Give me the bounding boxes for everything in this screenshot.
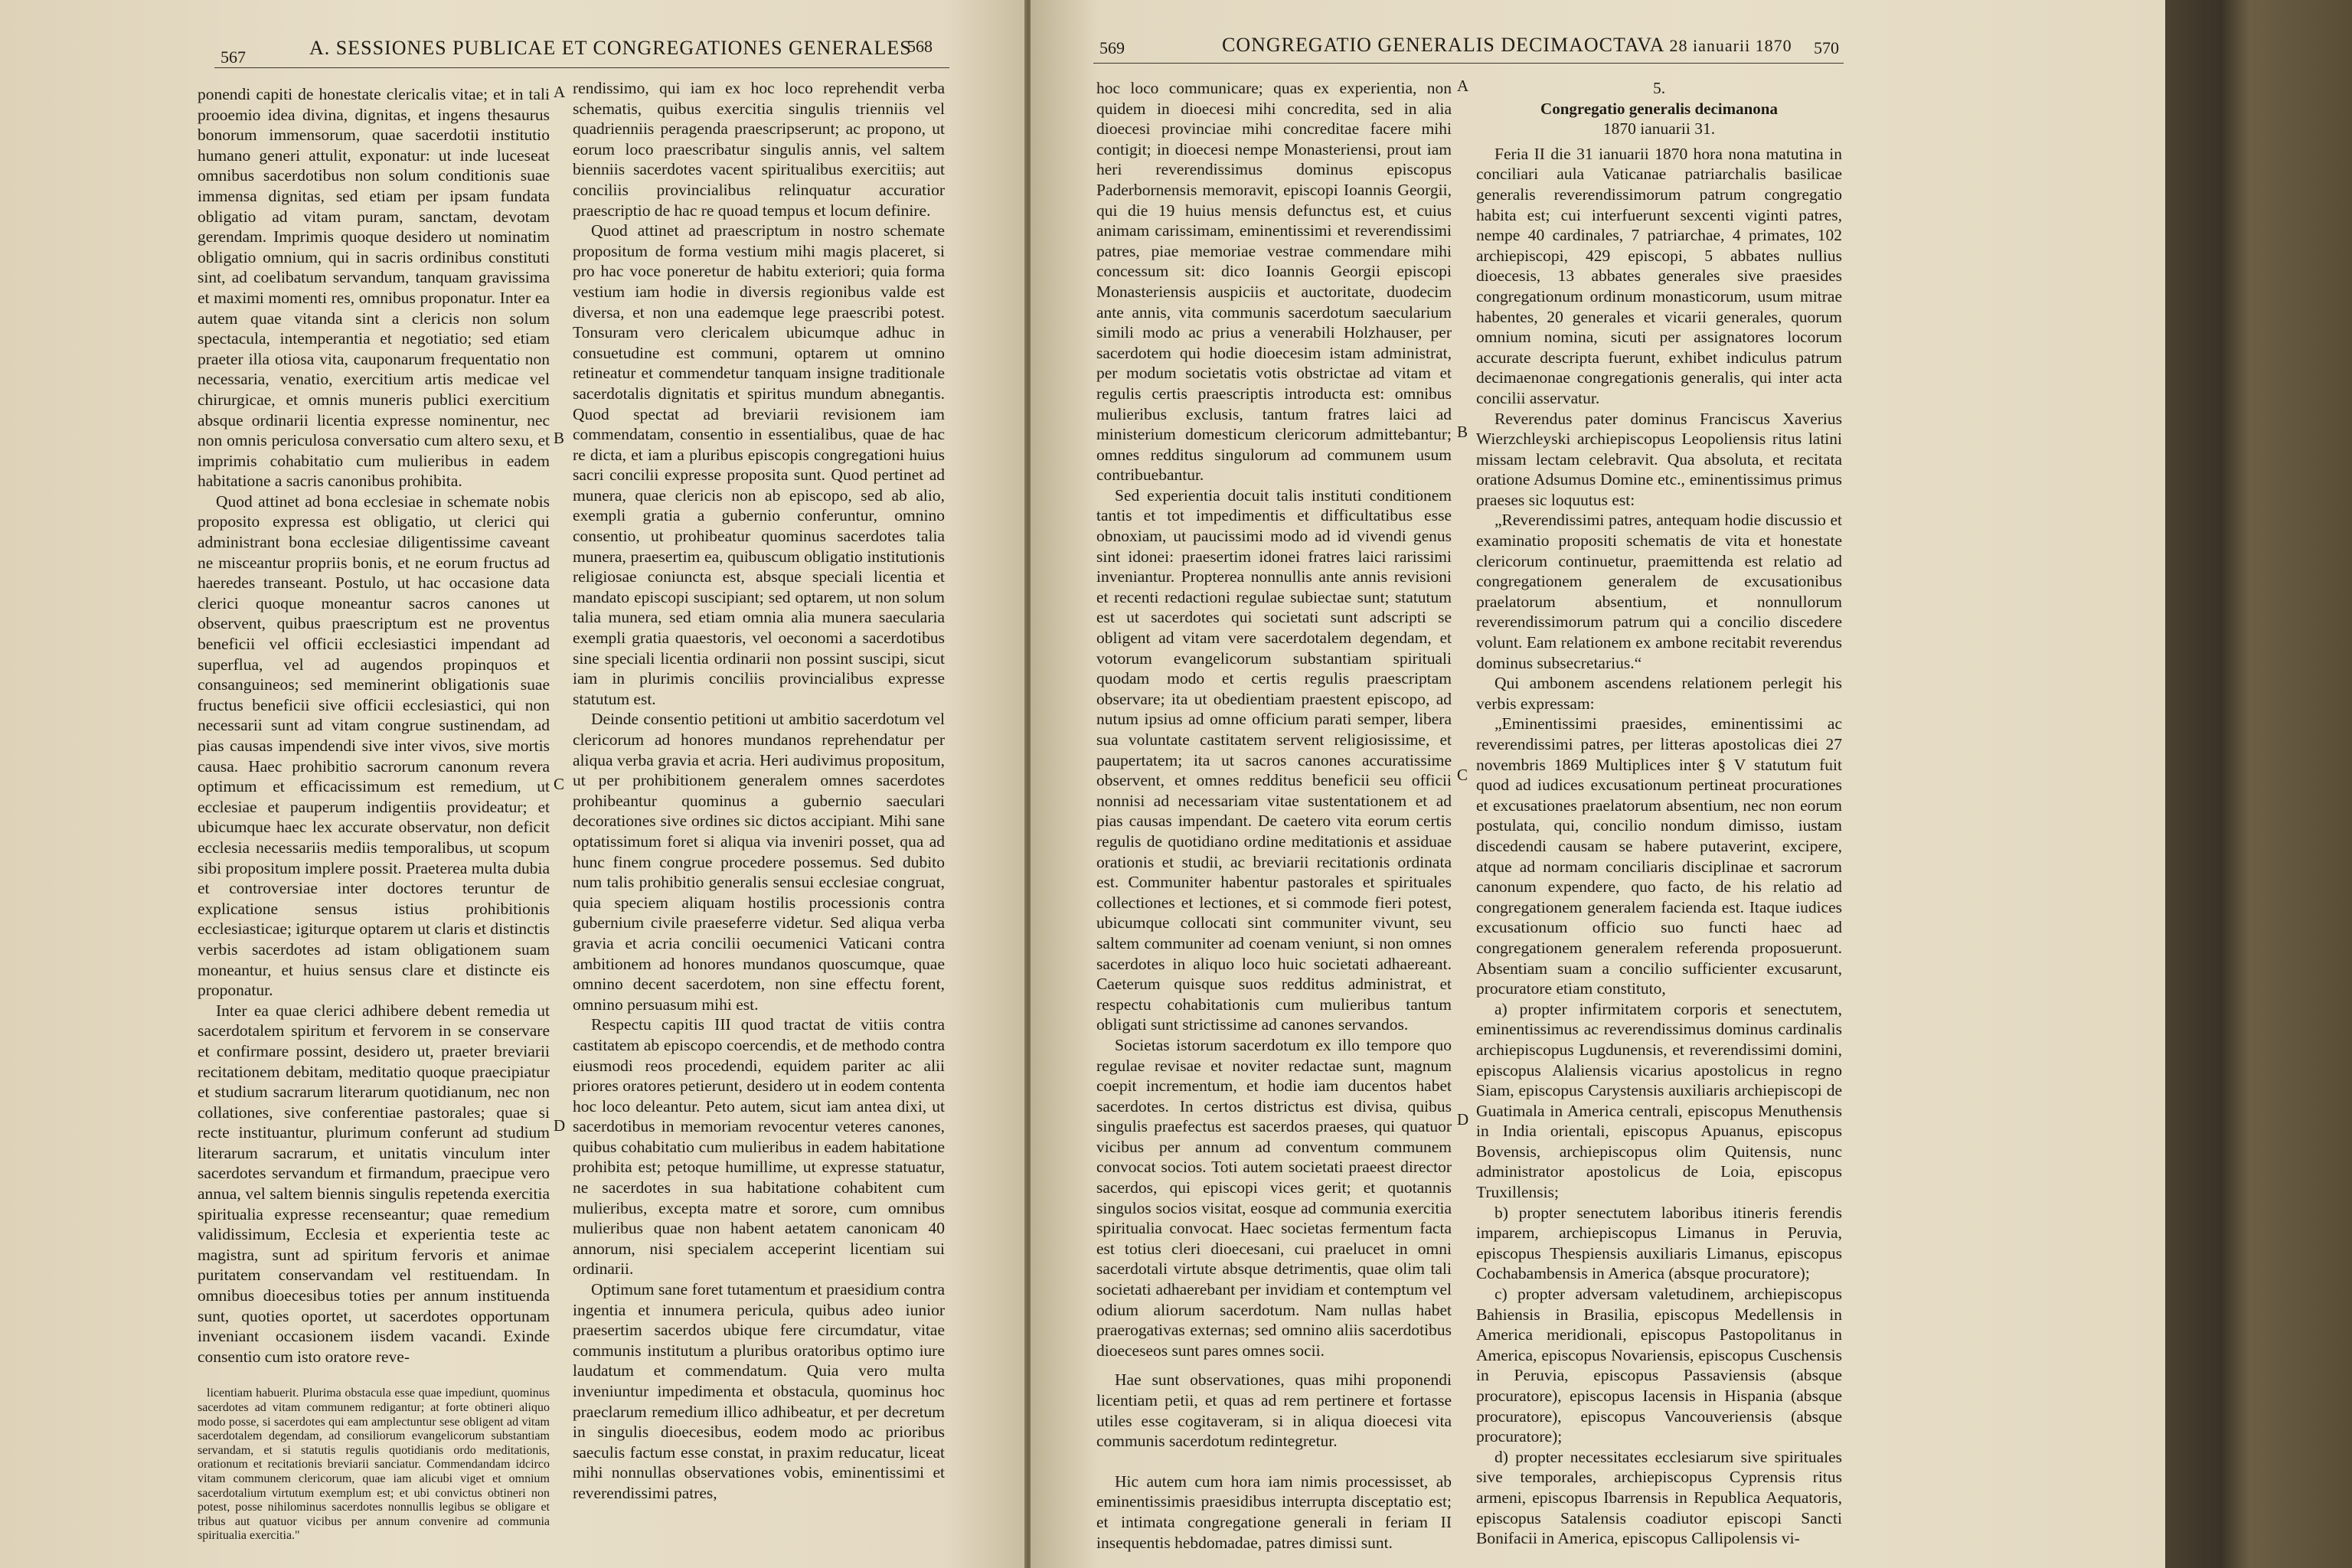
paragraph: „Reverendissimi patres, antequam hodie discussio et examinatio propositi schematis de vita et honestate clericorum continuetur, praemittenda est relatio ad congregationem generalem de excusationibus praelatorum absentium, et nonnullorum reverendissimorum patrum qui a concilio discedere volunt. Eam relationem ex ambone recitabit reverendus dominus subsecretarius.“ [1476,511,1842,672]
left-page [0,0,1024,1568]
margin-letter: A [554,83,566,101]
margin-letter: C [554,775,565,793]
paragraph: Hae sunt observationes, quas mihi proponendi licentiam petii, et quas ad rem pertinere et fortasse utiles esse cogitaveram, si in aliqua dioecesi vita communis sacerdotum redintegretur. [1096,1370,1452,1451]
paragraph: Deinde consentio petitioni ut ambitio sacerdotum vel clericorum ad honores mundanos reprehendatur per aliqua verba gravia et acria. Heri audivimus propositum, ut per prohibitionem generalem omnes sacerdotes prohibeantur quominus a gubernio saeculari decorationes sive ordines sic dictos accipiant. Mihi sane optatissimum foret si aliqua via inveniri posset, qua ad hunc finem congrue procedere possemus. Sed dubito num talis prohibitio generalis sensui ecclesiae congruat, quia speciem aliquam hostilis processionis contra gubernium civile praeseferre videtur. Sed aliqua verba gravia et acria concilii oecumenici Vaticani contra ambitionem ad honores mundanos quoscumque, quae omnino decent sacerdotem, non sine effectu forent, omnino persuasum mihi est. [573,710,945,1014]
paragraph: Feria II die 31 ianuarii 1870 hora nona matutina in conciliari aula Vaticanae patriarchalis basilicae generalis reverendissimorum patrum congregatio habita est; cui interfuerunt sexcenti viginti patres, nempe 40 cardinales, 7 patriarchae, 4 primates, 102 archiepiscopi, 429 episcopi, 5 abbates nullius dioecesis, 13 abbates generales sive praesides congregationum ordinum monasticorum, usum mitrae habentes, 20 generales et vicarii generales, quorum omnium nomina, sicuti per assignatores locorum accurate descripta fuerunt, exhibet indiculus patrum decimaenonae congregationis generalis, qui inter acta concilii asservatur. [1476,144,1842,407]
running-head [1222,34,1792,64]
paragraph: Inter ea quae clerici adhibere debent remedia ut sacerdotalem spiritum et fervorem in se conservare et confirmare possint, desidero ut, praeter breviarii recitationem debitam, meditatio quoque praecipiatur et studium sacrarum literarum quotidianum, nec non collationes, sive conferentiae pastorales; quae si recte instituantur, plurimum conferunt ad studium literarum sacrarum, et unitatis vinculum inter sacerdotes servandum et firmandum, praecipue vero annua, vel saltem biennis singulis repetenda exercitia spiritualia expresse recenseantur; quae remedium validissimum, Ecclesia et experientia teste ac magistra, sunt ad spiritum fervoris et animae puritatem conservandam vel restituendam. In omnibus dioecesibus toties per annum instituenda sunt, quoties oportet, ut sacerdotes opportunam inveniant occasionem iisdem vacandi. Exinde consentio cum isto oratore reve- [198,1001,550,1366]
paragraph: Sed experientia docuit talis instituti conditionem tantis et tot impedimentis et difficultatibus esse obnoxiam, ut paucissimi modo ad id vivendi genus sint idonei: praesertim idonei fratres laici rarissimi inveniantur. Propterea nonnullis ante annis revisioni et recenti redactioni regulae subiectae sunt; statutum est ut sacerdotes qui societati sunt adscripti se obligent ad vitam vere sacerdotalem degendam, et votorum evangelicorum substantiam spirituali quodam modo et certis regulis praescriptam observare; ita ut obedientiam praestent episcopo, ad nutum ipsius ad omne officium parati semper, libera sua voluntate castitatem servent religiosissime, et paupertatem; ita ut sacros canones accuratissime observent, et omnes redditus beneficii seu officii nonnisi ad necessariam vitae sustentationem et ad pias causas impendant. De caetero vita eorum certis regulis de quotidiano ordine meditationis et assiduae orationis et studii, ac breviarii recitationis ordinata est. Communiter habentur pastorales et spirituales collectiones et lectiones, et si commode fieri potest, ubicumque collocati sint communiter vivunt, seu saltem communiter ad coenam veniunt, si non omnes sacerdotes in aliquo loco huic societati adhaereant. Caeterum quisque suos redditus administrat, et respectu cohabitationis cum mulieribus tantum obligati sunt strictissime ad canones servandos. [1096,485,1452,1034]
list-item: c) propter adversam valetudinem, archiepiscopus Bahiensis in Brasilia, episcopus Medellensis in America meridionali, episcopus Pastopolitanus in America, episcopus Novariensis, episcopus Cuschensis in Peruvia, episcopus Passaviensis (absque procuratore), episcopus Iacensis in Hispania (absque procuratore), episcopus Vancouveriensis (absque procuratore); [1476,1285,1842,1446]
margin-letter: B [1457,423,1468,441]
margin-letter: D [1457,1110,1469,1129]
paragraph: Societas istorum sacerdotum ex illo tempore quo regulae revisae et noviter redactae sunt, magnum coepit incrementum, et hodie iam ducentos habet sacerdotes. In certos districtus est divisa, quibus singulis praefectus est sacerdos praeses, qui quatuor vicibus per annum ad conventum communem convocat socios. Toti autem societati praeest director sacerdos, qui episcopi vices gerit; et quotannis singulos socios visitat, eosque ad communia exercitia spiritualia convocat. Haec societas fermentum facta est totius cleri dioecesani, cui praelucet in omni sacerdotali virtute absque detrimentis, quae olim tali societati adhaerebant per invidiam et contemptum vel odium aliorum sacerdotum. Nam nullas habet praerogativas externas; sed omnino aliis sacerdotibus dioeceseos sunt pares omnes socii. [1096,1035,1452,1360]
paragraph: Quod attinet ad bona ecclesiae in schemate nobis proposito expressa est obligatio, ut clerici qui administrant bona ecclesiae diligentissime caveant ne misceantur propriis bonis, et ne eorum fructus ad haeredes transeant. Postulo, ut hac occasione data clerici quoque moneantur sacros canones ut observent, quibus praescriptum est ne proventus beneficii vel officii ecclesiastici impendant ad superflua, vel ad augendos propinquos et consanguineos; sed meminerint obligationis suae fructus beneficii sive officii ecclesiastici, qui non necessarii sunt ad vitam congrue sustinendam, ad pias causas impendendi sive inter vivos, sive mortis causa. Haec prohibitio sacrorum canonum revera optimum et efficacissimum est remedium, ut ecclesiae et pauperum indigentiis provideatur; et ubicumque haec lex accurate observatur, non deficit ecclesia necessariis mediis temporalibus, ut scopum sibi propositum implere possit. Praeterea multa dubia et controversiae inter doctores teruntur de explicatione sensus istius prohibitionis ecclesiasticae; igiturque optarem ut claris et distinctis verbis sacerdotes ad istam obligationem suam moneantur, et huius sensus clare et distincte eis proponatur. [198,492,550,1000]
header-rule [214,67,949,68]
running-head-date: 28 ianuarii 1870 [1669,36,1792,55]
section-number: 5. [1652,79,1666,97]
paragraph: Qui ambonem ascendens relationem perlegit his verbis expressam: [1476,674,1842,713]
margin-letter: A [1457,77,1469,95]
list-item: b) propter senectutem laboribus itineris ferendis imparem, archiepiscopus Limanus in Peruvia, episcopus Thespiensis auxiliaris Limanus, episcopus Cochabambensis in America (absque procuratore); [1476,1203,1842,1283]
margin-letter: D [554,1116,566,1135]
page-number: 567 [220,47,246,67]
paragraph: hoc loco communicare; quas ex experientia, non quidem in dioecesi mihi concredita, sed in alia dioecesi provinciae mihi concreditae facere mihi contigit; in dioecesi nempe Monasteriensi, prout iam heri reverendissimus dominus episcopus Paderbornensis memoravit, episcopi Ioannis Georgii, qui die 19 huius mensis defunctus est, et cuius animam carissimam, eminentissimi et reverendissimi patres, piae memoriae vestrae commendare mihi concessum sit: dico Ioannis Georgii episcopi Monasteriensis auspiciis et auctoritate, duodecim ante annis, vita communis sacerdotum saecularium simili modo ac prius a venerabili Holzhauser, per sacerdotem qui hodie dioecesim istam administrat, per modum societatis votis obstrictae ad vitam et regulis certis praescriptis introducta est: omnibus mulieribus exclusis, tantum fratres laici ad ministerium domesticum clericorum admittebantur; omnes redditus singulorum ad communem usum contribuebantur. [1096,79,1452,485]
text-column-1 [198,84,550,1544]
paragraph: ponendi capiti de honestate clericalis vitae; et in tali prooemio idea divina, dignitas, et ingens thesaurus bonorum immensorum, quae sacerdotii institutio humano generi attulit, exponatur: ut inde luceseat omnibus sacerdotibus non solum conditionis suae immensa dignitas, sed etiam per ipsam fundata obligatio ad vitam puram, sanctam, devotam gerendam. Imprimis quoque desidero ut nominatim obligatio omnium, qui in sacris ordinibus constituti sint, ad coelibatum servandum, tanquam gravissima et maximi momenti res, omnibus proponatur. Inter ea autem quae vitanda sint a clericis non solum spectacula, intemperantia et negotiatio; sed etiam praeter illa otiosa vita, cauponarum frequentatio non necessaria, venatio, exercitium artis medicae vel chirurgicae, et omnis muneris publici exercitium absque ordinarii licentia expresse nominentur, nec non omnis periculosa conversatio cum altero sexu, et imprimis cohabitatio cum mulieribus in eadem habitatione a sacris canonibus prohibita. [198,85,550,491]
margin-letter: C [1457,766,1468,784]
header-rule [1093,63,1844,64]
section-title: Congregatio generalis decimanona [1540,99,1778,118]
page-number: 570 [1814,38,1839,57]
list-item: d) propter necessitates ecclesiarum sive spirituales sive temporales, archiepiscopus Cyprensis ritus armeni, episcopus Ibarrensis in Republica Aequatoris, episcopus Satalensis coadiutor episcopi Sancti Bonifacii in America, episcopus Callipolensis vi- [1476,1447,1842,1548]
paragraph: „Eminentissimi praesides, eminentissimi ac reverendissimi patres, per litteras apostolicas diei 27 novembris 1869 Multiplices inter § V statutum fuit quod ad iudices excusationum pertineat procurationes et excusationes praelatorum absentium, nec non eorum postulata, qui, concilio nondum dimisso, iustam discedendi causam se habere putaverint, excipere, atque ad normam conciliaris disciplinae et sacrorum canonum expendere, quo facto, de his relatio ad congregationem generalem facienda est. Itaque iudices excusationum officio suo functi haec ad congregationem generalem referenda proposuerunt. Absentiam suam a concilio sufficienter excusarunt, procuratore etiam constituto, [1476,714,1842,998]
right-page [1031,0,2165,1568]
paragraph: rendissimo, qui iam ex hoc loco reprehendit verba schematis, quibus exercitia singulis trienniis vel quadrienniis peragenda praescripserunt; ac propono, ut eorum loco praescribatur singulis annis, vel saltem bienniis sacerdotes vacent spiritualibus exercitiis; aut conciliis provincialibus relinquatur accuratior praescriptio de hac re quoad tempus et locum definire. [573,79,945,220]
text-column-1 [1096,78,1452,1553]
running-head-title: CONGREGATIO GENERALIS DECIMAOCTAVA [1222,34,1664,56]
text-column-2 [1476,78,1842,1549]
footnote-text: licentiam habuerit. Plurima obstacula esse quae impediunt, quominus sacerdotes ad vitam communem redigantur; at forte obtineri aliquo modo posse, si sacerdotes qui eam amplectuntur sese obligent ad vitam sacerdotalem degendam, ad consiliorum evangelicorum substantiam servandam, et si statutis regulis quotidianis ordo meditationis, orationum et recitationis breviarii sanciatur. Commendandam idcirco vitam communem clericorum, quae iam alicubi viget et omnium sacerdotalium virtutum exemplum est; et ubi convictus obtineri non potest, posse nihilominus sacerdotes nonnullis legibus se obligare et tribus aut quatuor vicibus per annum convenire ad communia spiritualia exercitia." [198,1387,550,1543]
paragraph: Quod attinet ad praescriptum in nostro schemate propositum de forma vestium mihi magis placeret, si pro hac voce poneretur de habitu exteriori; quia forma vestium iam hodie in diversis regionibus valde est diversa, et non una eademque lege praescribi potest. Tonsuram vero clericalem ubicumque adhuc in consuetudine est communi, optarem ut omnino retineatur et commendetur tanquam insigne traditionale sacerdotalis dignitatis et spiritus mundum abnegantis. Quod spectat ad breviarii revisionem iam commendatam, consentio in essentialibus, quae de hac re dicta, et iam a pluribus episcopis congregationi huius sacri concilii expresse proposita sunt. Quod pertinet ad munera, quae clericis non ab episcopo, sed ab alio, exempli gratia a gubernio conferuntur, omnino consentio, ut prohibeatur quominus sacerdotes talia munera, praesertim ea, quibuscum obligatio institutionis religiosae coniuncta est, absque speciali licentia et mandato episcopi suscipiant; sed optarem, ut non solum talia munera, sed etiam omnia alia munera saecularia exempli gratia quaestoris, vel oeconomi a sacerdotibus sine speciali licentia ordinarii non possint suscipi, sicut iam in plurimis conciliis provincialibus expresse statutum est. [573,221,945,708]
text-column-2 [573,78,945,1504]
footnote [198,1387,550,1544]
paragraph: Respectu capitis III quod tractat de vitiis contra castitatem ab episcopo coercendis, et de methodo contra eiusmodi reos procedendi, equidem pariter ac alii priores oratores petierunt, desidero ut in eodem contenta hoc loco deleantur. Peto autem, sicut iam antea dixi, ut sacerdotibus in memoriam revocentur veteres canones, quibus cohabitatio cum mulieribus in eadem habitatione prohibita est; petoque humillime, ut expresse statuatur, ne sacerdotes in sua habitatione cohabitent cum mulieribus, excepta matre et sorore, cum omnibus mulieribus quae non habent aetatem canonicam 40 annorum, nisi specialem acceperint licentiam sui ordinarii. [573,1015,945,1279]
paragraph: Reverendus pater dominus Franciscus Xaverius Wierzchleyski archiepiscopus Leopoliensis ritus latini missam lectam celebravit. Qua absoluta, et recitata oratione Adsumus Domine etc., eminentissimus primus praeses sic loquutus est: [1476,409,1842,509]
section-date: 1870 ianuarii 31. [1602,119,1716,139]
list-item: a) propter infirmitatem corporis et senectutem, eminentissimus ac reverendissimus dominus cardinalis archiepiscopus Lugdunensis, et reverendissimi domini, episcopus Alaliensis vicarius apostolicus in regno Siam, episcopus Carystensis auxiliaris archiepiscopi de Guatimala in America centrali, episcopus Menuthensis in India orientali, episcopus Apuanus, episcopus Bovensis, archiepiscopus olim Quitensis, nunc administrator apostolicus de Loia, episcopus Truxillensis; [1476,999,1842,1202]
page-number: 568 [907,37,933,56]
paragraph: Hic autem cum hora iam nimis processisset, ab eminentissimis praesidibus interrupta disceptatio est; et intimata congregatione generali in feriam II insequentis hebdomadae, patres dimissi sunt. [1096,1472,1452,1552]
paragraph: Optimum sane foret tutamentum et praesidium contra ingentia et innumera pericula, quibus adeo iunior praesertim sacerdos ubique fere circumdatur, vitae communis institutum a pluribus oratoribus optimo iure laudatum et commendatum. Quia vero multa inveniuntur impedimenta et obstacula, quominus hoc praeclarum remedium illico adhibeatur, et per decretum in singulis dioecesibus, eodem modo ac prioribus saeculis factum esse constat, in praxim reducatur, liceat mihi nonnullas observationes vobis, eminentissimi et reverendissimi patres, [573,1280,945,1502]
page-number: 569 [1099,38,1125,57]
margin-letter: B [554,429,565,447]
book-cover [2165,0,2352,1568]
running-head: A. SESSIONES PUBLICAE ET CONGREGATIONES GENERALES [309,37,912,59]
